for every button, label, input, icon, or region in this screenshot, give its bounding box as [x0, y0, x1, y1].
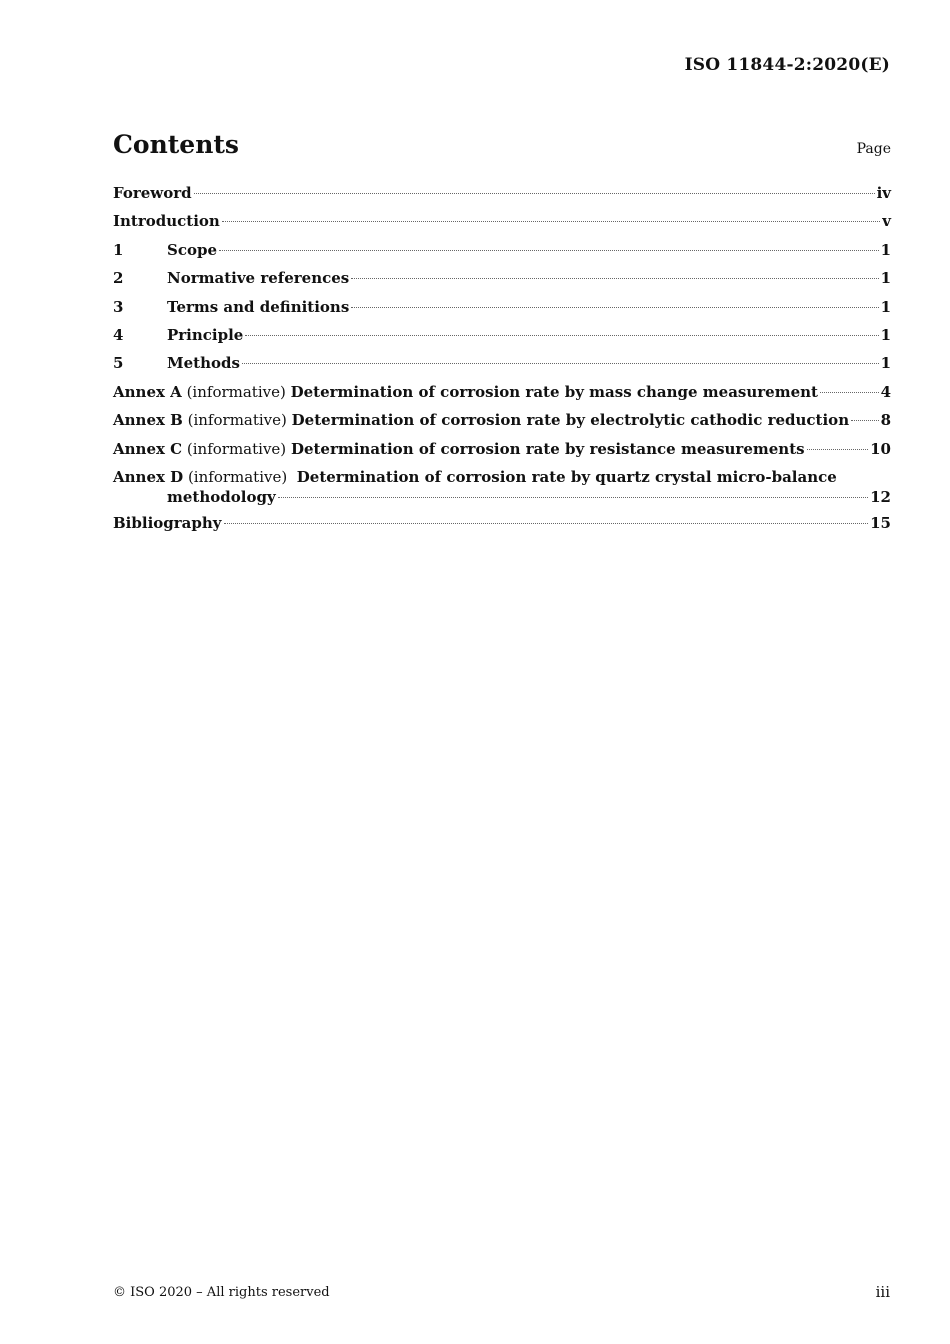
toc-entry-line-1 — [113, 468, 891, 486]
toc-entry-methods[interactable] — [113, 354, 891, 382]
toc-entry-title: Determination of corrosion rate by resistance measurements — [290, 439, 805, 458]
toc-entry-page: 1 — [880, 325, 891, 344]
toc-entry-title-continued: methodology — [167, 487, 276, 506]
toc-entry-principle[interactable] — [113, 326, 891, 354]
dot-leader — [351, 307, 878, 308]
toc-entry-annex-a[interactable] — [113, 383, 891, 411]
toc-entry-title: Principle — [167, 325, 244, 344]
dot-leader — [807, 449, 869, 450]
annex-kind: (informative) — [186, 439, 287, 458]
footer-copyright: © ISO 2020 – All rights reserved — [113, 1285, 330, 1300]
toc-entry-page: 1 — [880, 240, 891, 259]
annex-id: Annex A — [113, 382, 182, 401]
toc-entry-page: 4 — [880, 382, 891, 401]
annex-id: Annex B — [113, 411, 183, 430]
toc-entry-title: Scope — [167, 240, 218, 259]
dot-leader — [820, 392, 879, 393]
toc-entry-title: Determination of corrosion rate by mass change measurement — [290, 382, 818, 401]
toc-entry-page: v — [882, 212, 891, 231]
toc-entry-title: Methods — [167, 354, 240, 373]
toc-header — [113, 130, 891, 159]
dot-leader — [851, 420, 878, 421]
annex-prefix — [113, 383, 286, 401]
toc-title: Contents — [113, 130, 240, 159]
toc-entry-title: Introduction — [113, 212, 220, 231]
toc-entry-page: 1 — [880, 269, 891, 288]
toc-entry-line-2 — [113, 488, 891, 506]
dot-leader — [351, 278, 878, 279]
toc-entry-bibliography[interactable] — [113, 514, 891, 542]
toc-entry-annex-b[interactable] — [113, 411, 891, 439]
dot-leader — [224, 523, 869, 524]
toc-entry-terms-and-definitions[interactable] — [113, 298, 891, 326]
annex-id: Annex C — [113, 439, 183, 458]
footer-page-number: iii — [875, 1283, 890, 1301]
toc-entry-page: 8 — [880, 411, 891, 430]
annex-prefix — [113, 468, 292, 486]
toc-entry-number: 1 — [113, 240, 124, 259]
toc-entry-annex-c[interactable] — [113, 440, 891, 468]
toc-entry-introduction[interactable] — [113, 212, 891, 240]
toc-entry-normative-references[interactable] — [113, 269, 891, 297]
toc-entry-title: Terms and definitions — [167, 297, 350, 316]
dot-leader — [245, 335, 878, 336]
table-of-contents — [113, 184, 891, 542]
annex-kind: (informative) — [186, 382, 286, 401]
annex-prefix — [113, 411, 287, 429]
toc-entry-title: Determination of corrosion rate by electrolytic cathodic reduction — [291, 411, 850, 430]
document-id: ISO 11844-2:2020(E) — [684, 55, 890, 75]
toc-entry-foreword[interactable] — [113, 184, 891, 212]
toc-entry-number: 5 — [113, 354, 124, 373]
toc-entry-page: 10 — [870, 439, 891, 458]
annex-kind: (informative) — [187, 467, 288, 486]
dot-leader — [194, 193, 875, 194]
annex-kind: (informative) — [187, 411, 287, 430]
toc-entry-number: 4 — [113, 325, 124, 344]
toc-entry-title: Bibliography — [113, 513, 222, 532]
toc-entry-page: 1 — [880, 297, 891, 316]
dot-leader — [242, 363, 879, 364]
toc-entry-page: 12 — [870, 487, 891, 506]
toc-entry-annex-d[interactable] — [113, 468, 891, 506]
toc-entry-title: Determination of corrosion rate by quartz crystal micro-balance — [296, 467, 837, 486]
toc-entry-page: iv — [876, 184, 891, 202]
toc-entry-page: 15 — [870, 513, 891, 532]
toc-entry-page: 1 — [880, 354, 891, 373]
annex-id: Annex D — [113, 467, 184, 486]
toc-entry-number: 2 — [113, 269, 124, 288]
annex-prefix — [113, 440, 286, 458]
dot-leader — [222, 221, 880, 222]
toc-entry-scope[interactable] — [113, 241, 891, 269]
dot-leader — [278, 497, 868, 498]
toc-entry-title: Foreword — [113, 184, 192, 202]
toc-entry-title: Normative references — [167, 269, 350, 288]
toc-page-label: Page — [856, 141, 891, 157]
dot-leader — [219, 250, 879, 251]
toc-entry-number: 3 — [113, 297, 124, 316]
